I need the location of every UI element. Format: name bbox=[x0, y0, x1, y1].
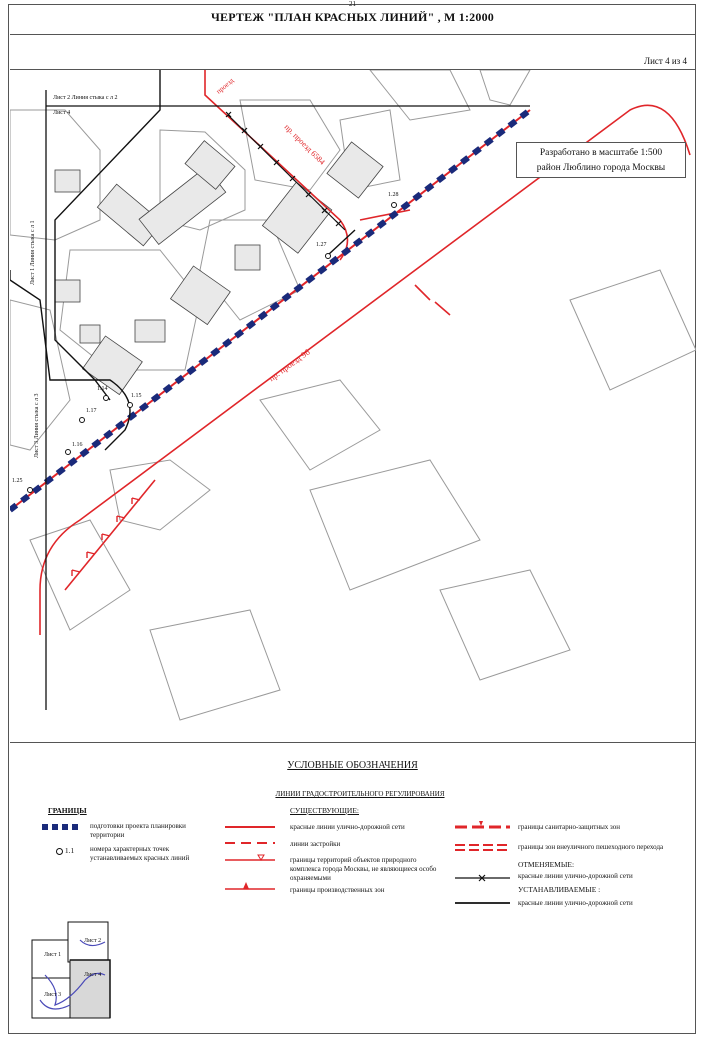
legend-established-item: красные линии улично-дорожной сети bbox=[518, 899, 633, 907]
point-label: 1.28 bbox=[388, 192, 399, 198]
legend-existing-item: границы производственных зон bbox=[290, 886, 385, 894]
scale-info-box bbox=[516, 142, 686, 178]
legend-regulation-title: ЛИНИИ ГРАДОСТРОИТЕЛЬНОГО РЕГУЛИРОВАНИЯ bbox=[275, 790, 445, 798]
point-label: 1.16 bbox=[72, 442, 83, 448]
legend-border-item: подготовки проекта планировки территории bbox=[90, 822, 186, 839]
legend-existing-title: СУЩЕСТВУЮЩИЕ: bbox=[290, 806, 360, 815]
divider-map-bottom bbox=[10, 742, 696, 743]
point-label: 1.17 bbox=[86, 408, 97, 414]
point-symbol-icon bbox=[56, 848, 63, 855]
map-area bbox=[10, 70, 696, 742]
keymap-label: Лист 3 bbox=[44, 992, 62, 998]
label-road-top: проезд bbox=[214, 76, 236, 96]
divider-top bbox=[10, 34, 696, 35]
label-road-96: пр. проезд 96 bbox=[266, 346, 312, 384]
keymap bbox=[30, 920, 125, 1020]
label-sheet1-joint: Лист 1 Линия стыка с л 1 bbox=[30, 220, 36, 285]
label-sheet2-joint: Лист 2 Линия стыка с л 2 bbox=[53, 95, 118, 101]
label-sheet4: Лист 4 bbox=[53, 110, 71, 116]
legend-cancelled-title: ОТМЕНЯЕМЫЕ: bbox=[518, 860, 575, 869]
legend-right-symbols bbox=[455, 820, 510, 920]
label-road-6584: пр. проезд 6584 bbox=[282, 122, 327, 167]
legend-boundary-symbol bbox=[42, 822, 82, 832]
legend-right-item: границы зон внеуличного пешеходного перехода bbox=[518, 843, 664, 851]
keymap-label: Лист 4 bbox=[84, 972, 102, 978]
legend-cancelled-item: красные линии улично-дорожной сети bbox=[518, 872, 633, 880]
legend-title: УСЛОВНЫЕ ОБОЗНАЧЕНИЯ bbox=[287, 760, 418, 771]
sheet-indicator: Лист 4 из 4 bbox=[644, 56, 687, 66]
keymap-label: Лист 1 bbox=[44, 952, 62, 958]
point-label: 1.27 bbox=[316, 242, 327, 248]
production-zone-line bbox=[65, 480, 155, 590]
page-title: ЧЕРТЕЖ "ПЛАН КРАСНЫХ ЛИНИЙ" , М 1:2000 bbox=[211, 10, 494, 24]
legend-existing-symbols bbox=[225, 822, 275, 912]
district-note: район Люблино города Москвы bbox=[536, 163, 666, 173]
label-sheet3-joint: Лист 3 Линия стыка с л 3 bbox=[34, 393, 40, 458]
legend-established-title: УСТАНАВЛИВАЕМЫЕ : bbox=[518, 885, 601, 894]
scale-note: Разработано в масштабе 1:500 bbox=[539, 148, 663, 158]
characteristic-points bbox=[28, 203, 397, 493]
building-blocks bbox=[55, 141, 383, 395]
point-label: 1.25 bbox=[12, 478, 23, 484]
point-label: 1.15 bbox=[131, 393, 142, 399]
legend-point-sample: 1.1 bbox=[56, 846, 74, 855]
legend-right-item: границы санитарно-защитных зон bbox=[518, 823, 621, 831]
legend-existing-item: границы территорий объектов природного комплекса города Москвы, не являющиеся особо охраняемыми bbox=[290, 856, 437, 882]
legend-borders-title: ГРАНИЦЫ bbox=[48, 806, 87, 815]
legend-border-item: номера характерных точек устанавливаемых красных линий bbox=[90, 845, 190, 862]
page-number: 21 bbox=[349, 0, 356, 8]
legend-existing-item: линии застройки bbox=[290, 840, 341, 848]
legend-existing-item: красные линии улично-дорожной сети bbox=[290, 823, 405, 831]
point-label: 1.14 bbox=[97, 386, 108, 392]
keymap-label: Лист 2 bbox=[84, 938, 102, 944]
